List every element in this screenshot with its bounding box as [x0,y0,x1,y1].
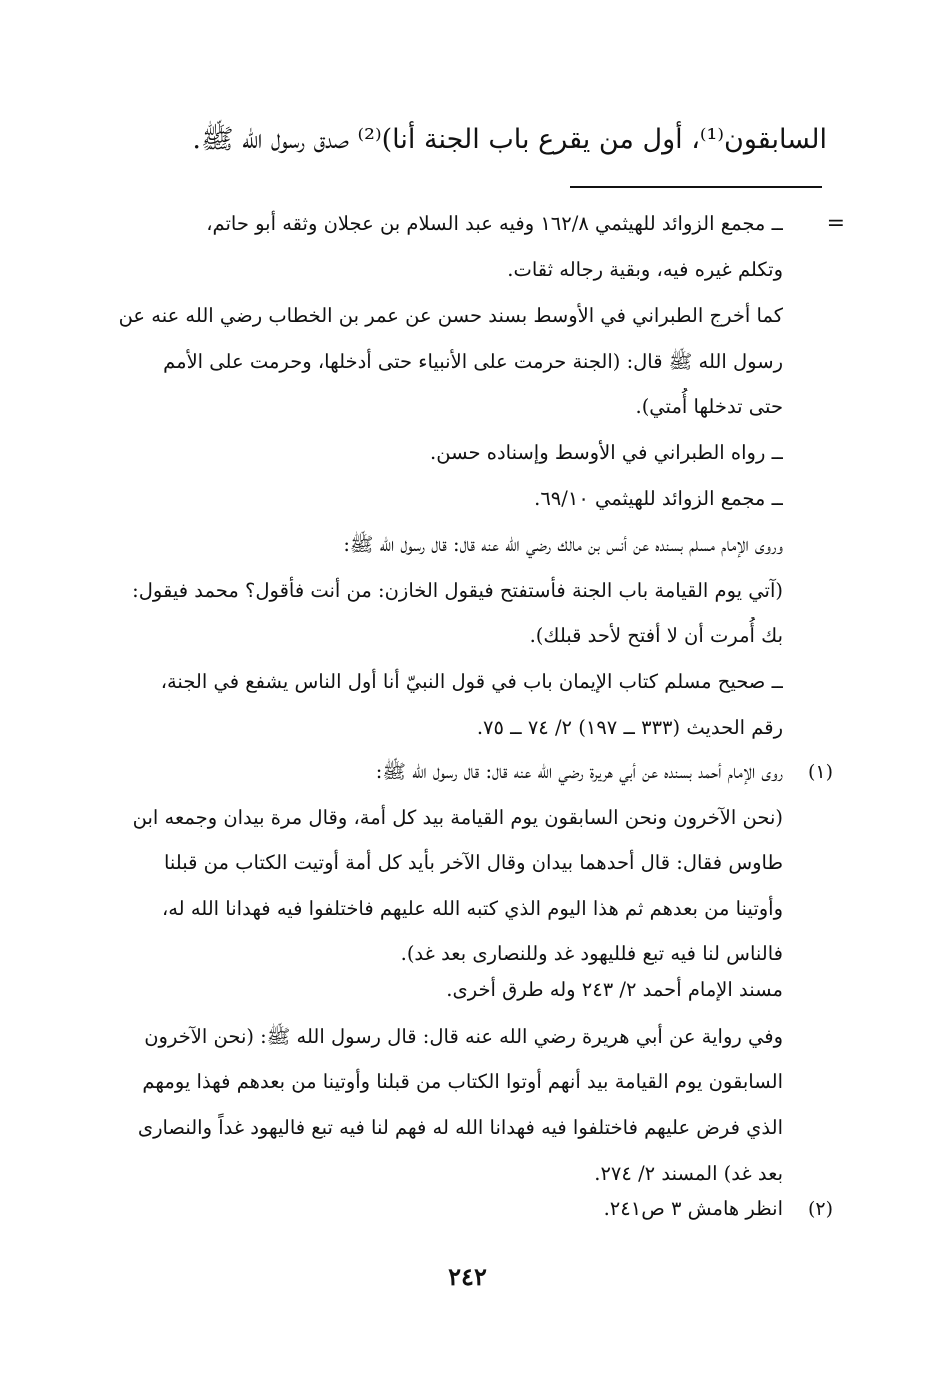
footnote-line: ــ رواه الطبراني في الأوسط وإسناده حسن. [430,441,783,464]
footnote-line: كما أخرج الطبراني في الأوسط بسند حسن عن عمر بن الخطاب رضي الله عنه عن [118,304,783,327]
footnote-line: وأوتينا من بعدهم ثم هذا اليوم الذي كتبه الله عليهم فاختلفوا فيه فهدانا الله له، [161,897,783,920]
footnote-line: مسند الإمام أحمد ٢/ ٢٤٣ وله طرق أخرى. [446,978,783,1001]
footnote-line: ــ صحيح مسلم كتاب الإيمان باب في قول النبيّ أنا أول الناس يشفع في الجنة، [160,670,783,693]
continuation-mark: = [826,211,845,236]
main-text-line: السابقون⁽¹⁾، أول من يقرع باب الجنة أنا)⁽²⁾ صدق رسول الله ﷺ. [192,124,827,155]
footnote-line: انظر هامش ٣ ص٢٤١. [603,1197,783,1220]
footnote-line: وتكلم غيره فيه، وبقية رجاله ثقات. [507,258,783,281]
footnote-line: السابقون يوم القيامة بيد أنهم أوتوا الكتاب من قبلنا وأوتينا من بعدهم فهذا يومهم [142,1070,783,1093]
footnote-line: وفي رواية عن أبي هريرة رضي الله عنه قال: قال رسول الله ﷺ: (نحن الآخرون [144,1025,783,1048]
footnote-line: طاوس فقال: قال أحدهما بيدان وقال الآخر بأيد كل أمة أوتيت الكتاب من قبلنا [163,851,783,874]
footnote-line: روى الإمام أحمد بسنده عن أبي هريرة رضي الله عنه قال: قال رسول الله ﷺ: [375,760,783,783]
footnote-line: رسول الله ﷺ قال: (الجنة حرمت على الأنبياء حتى أدخلها، وحرمت على الأمم [163,350,783,373]
footnote-line: ــ مجمع الزوائد للهيثمي ٦٩/١٠. [534,487,783,510]
footnote-line: حتى تدخلها أُمتي). [635,395,783,418]
footnote-line: الذي فرض عليهم فاختلفوا فيه فهدانا الله له فهم لنا فيه تبع فاليهود غداً والنصارى [137,1116,783,1139]
footnote-number-1: (١) [807,761,833,783]
footnote-line: فالناس لنا فيه تبع فلليهود غد وللنصارى بعد غد). [400,942,783,965]
footnote-line: بعد غد) المسند ٢/ ٢٧٤. [594,1162,783,1185]
footnote-line: وروى الإمام مسلم بسنده عن أنس بن مالك رضي الله عنه قال: قال رسول الله ﷺ: [343,533,783,556]
footnote-number-2: (٢) [807,1198,833,1220]
footnote-line: رقم الحديث (٣٣٣ ــ ١٩٧) ٢/ ٧٤ ــ ٧٥. [476,716,783,739]
footnote-separator [570,186,822,188]
footnote-line: (نحن الآخرون ونحن السابقون يوم القيامة بيد كل أمة، وقال مرة بيدان وجمعه ابن [132,806,783,829]
footnote-line: ــ مجمع الزوائد للهيثمي ١٦٢/٨ وفيه عبد السلام بن عجلان وثقه أبو حاتم، [206,212,783,235]
footnote-line: بك أُمرت أن لا أفتح لأحد قبلك). [529,624,783,647]
page-number: ٢٤٢ [448,1262,487,1291]
footnote-line: (آتي يوم القيامة باب الجنة فأستفتح فيقول الخازن: من أنت فأقول؟ محمد فيقول: [132,579,783,602]
